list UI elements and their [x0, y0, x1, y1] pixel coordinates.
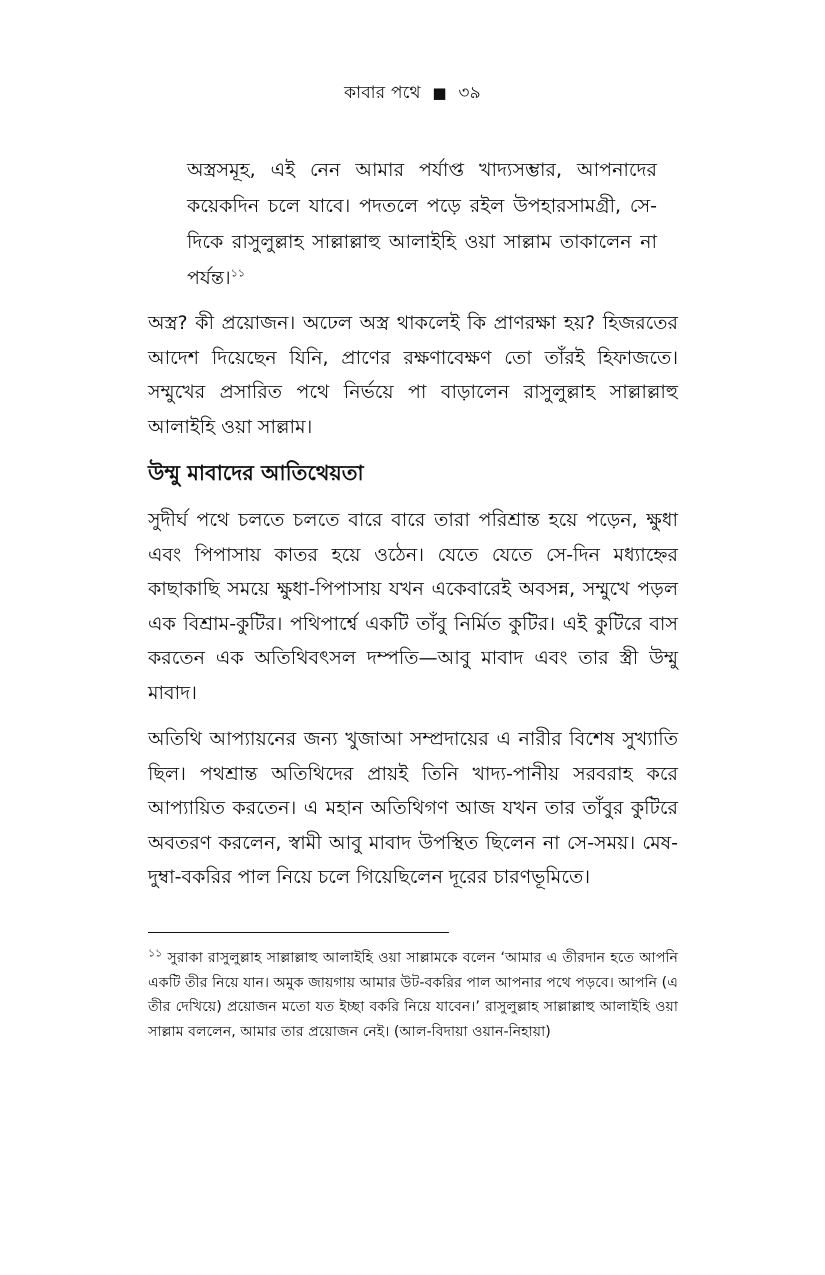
block-quote — [187, 152, 657, 296]
book-title: কাবার পথে — [344, 83, 421, 103]
footnote-number: ১১ — [148, 946, 163, 960]
section-heading: উম্মু মাবাদের আতিথেয়তা — [148, 461, 364, 485]
footnote-text: সুরাকা রাসুলুল্লাহ সাল্লাল্লাহু আলাইহি ওয়া সাল্লামকে বলেন ‘আমার এ তীরদান হতে আপনি একটি তীর নিয়ে যান। অমুক জায়গায় আমার উট-বকরির পাল আপনার পথে পড়বে। আপনি (এ তীর দেখিয়ে) প্রয়োজন মতো যত ইচ্ছা বকরি নিয়ে যাবেন।’ রাসুলুল্লাহ সাল্লাল্লাহু আলাইহি ওয়া সাল্লাম বললেন, আমার তার প্রয়োজন নেই। (আল-বিদায়া ওয়ান-নিহায়া) — [148, 950, 678, 1040]
footnote-ref[interactable]: ১১ — [230, 266, 246, 280]
page-number: ৩৯ — [458, 83, 481, 103]
footnote-divider — [148, 932, 449, 933]
running-header — [0, 80, 825, 108]
separator-square: ■ — [432, 84, 447, 102]
footnote — [148, 946, 678, 1044]
paragraph-2: সুদীর্ঘ পথে চলতে চলতে বারে বারে তারা পরিশ্রান্ত হয়ে পড়েন, ক্ষুধা এবং পিপাসায় কাতর হয়ে ওঠেন। যেতে যেতে সে-দিন মধ্যাহ্নের কাছাকাছি সময়ে ক্ষুধা-পিপাসায় যখন একেবারেই অবসন্ন, সম্মুখে পড়ল এক বিশ্রাম-কুটির। পথিপার্শ্বে একটি তাঁবু নির্মিত কুটির। এই কুটিরে বাস করতেন এক অতিথিবৎসল দম্পতি—আবু মাবাদ এবং তার স্ত্রী উম্মু মাবাদ। — [148, 509, 678, 704]
paragraph-1: অস্ত্র? কী প্রয়োজন। অঢেল অস্ত্র থাকলেই কি প্রাণরক্ষা হয়? হিজরতের আদেশ দিয়েছেন যিনি, প্রাণের রক্ষণাবেক্ষণ তো তাঁরই হিফাজতে। সম্মুখের প্রসারিত পথে নির্ভয়ে পা বাড়ালেন রাসুলুল্লাহ সাল্লাল্লাহু আলাইহি ওয়া সাল্লাম। — [148, 312, 678, 438]
quote-text: অস্ত্রসমূহ, এই নেন আমার পর্যাপ্ত খাদ্যসম্ভার, আপনাদের কয়েকদিন চলে যাবে। পদতলে পড়ে রইল উপহারসামগ্রী, সে-দিকে রাসুলুল্লাহ সাল্লাল্লাহু আলাইহি ওয়া সাল্লাম তাকালেন না পর্যন্ত। — [187, 159, 657, 289]
paragraph-3: অতিথি আপ্যায়নের জন্য খুজাআ সম্প্রদায়ের এ নারীর বিশেষ সুখ্যাতি ছিল। পথশ্রান্ত অতিথিদের প্রায়ই তিনি খাদ্য-পানীয় সরবরাহ করে আপ্যায়িত করতেন। এ মহান অতিথিগণ আজ যখন তার তাঁবুর কুটিরে অবতরণ করলেন, স্বামী আবু মাবাদ উপস্থিত ছিলেন না সে-সময়। মেষ-দুম্বা-বকরির পাল নিয়ে চলে গিয়েছিলেন দূরের চারণভূমিতে। — [148, 728, 678, 888]
